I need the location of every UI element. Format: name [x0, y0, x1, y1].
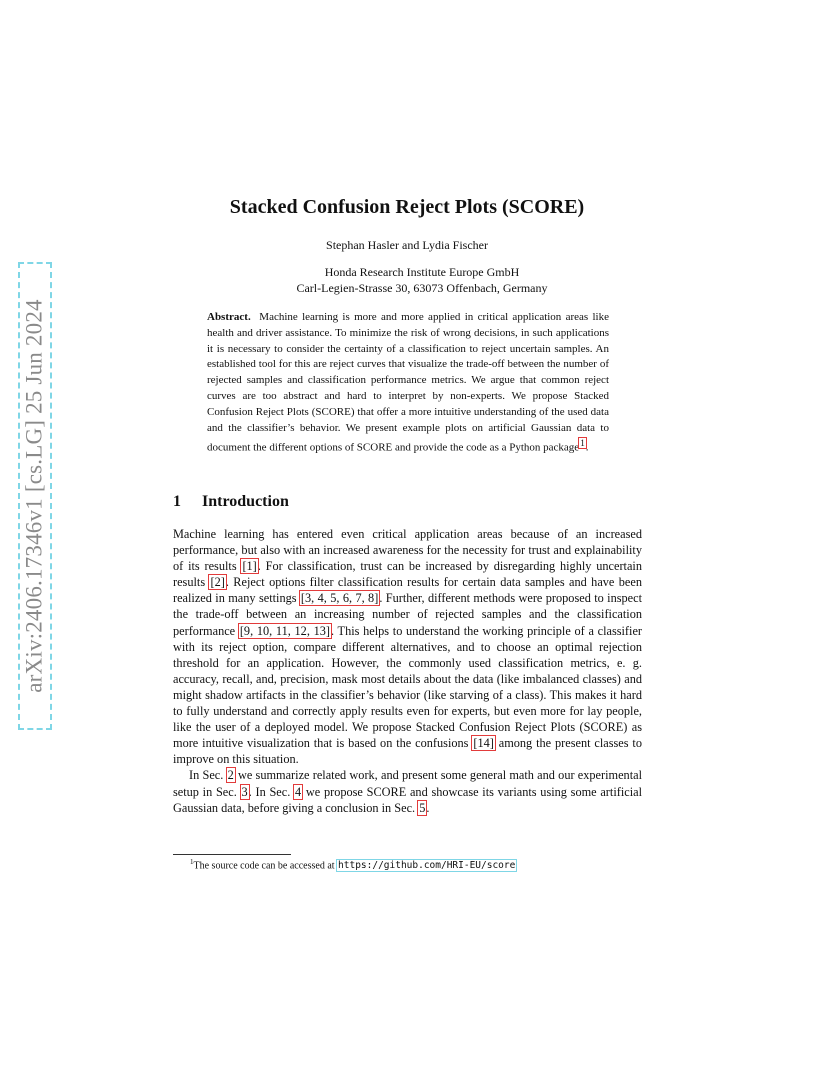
citation-link[interactable]: [2]: [210, 575, 225, 590]
section-ref-link[interactable]: 3: [241, 784, 248, 799]
paragraph-2: In Sec. 2 we summarize related work, and present some general math and our experimental setup in Sec. 3. In Sec. 4 we propose SCORE and showcase its variants using some artificial Gaussian data, before giving a conclusion in Sec. 5.: [173, 768, 642, 815]
section-ref-link[interactable]: 5: [419, 800, 426, 815]
paper-authors: Stephan Hasler and Lydia Fischer: [326, 238, 488, 252]
abstract-label: Abstract: [207, 311, 248, 323]
citation-link[interactable]: [14]: [473, 736, 494, 751]
footnote-text: The source code can be accessed at: [193, 860, 338, 872]
paper-title: Stacked Confusion Reject Plots (SCORE): [229, 196, 585, 218]
affiliation: [0, 264, 828, 296]
section-heading: [173, 493, 289, 511]
citation-link[interactable]: [1]: [242, 559, 257, 574]
footnote-rule: [173, 854, 291, 855]
abstract-text: Machine learning is more and more applied in critical application areas like health and driver assistance. To minimize the risk of wrong decisions, in such applications it is necessary to consider the certainty of a classification to reject uncertain samples. An established tool for this are reject curves that visualize the trade-off between the number of rejected samples and classification performance metrics. We argue that common reject curves are too abstract and hard to interpret by non-experts. We propose Stacked Confusion Reject Plots (SCORE) that offer a more intuitive understanding of the used data and the classifier’s behavior. We present example plots on artificial Gaussian data to document the different options of SCORE and provide the code as a Python package: [207, 311, 609, 455]
abstract: Abstract. Machine learning is more and more applied in critical application areas like health and driver assistance. To minimize the risk of wrong decisions, in such applications it is necessary to consider the certainty of a classification to reject uncertain samples. An established tool for this are reject curves that visualize the trade-off between the number of rejected samples and classification performance metrics. We argue that common reject curves are too abstract and hard to interpret by non-experts. We propose Stacked Confusion Reject Plots (SCORE) that offer a more intuitive understanding of the used data and the classifier’s behavior. We present example plots on artificial Gaussian data to document the different options of SCORE and provide the code as a Python package$^1$.: [207, 311, 609, 455]
paragraph-1: Machine learning has entered even critical application areas because of an increased performance, but also with an increased awareness for the necessity for trust and explainability of its results [1]. For classification, trust can be increased by disregarding highly uncertain results [2]. Reject options filter classification results for certain data samples and have been realized in many settings [3, 4, 5, 6, 7, 8]. Further, different methods were proposed to inspect the trade-off between an increasing number of rejected samples and the classification performance [9, 10, 11, 12, 13]. This helps to understand the working principle of a classifier with its reject option, compare different alternatives, and to choose an optimal rejection threshold for an application. However, the commonly used classification metrics, e. g. accuracy, recall, and, precision, mask most details about the data (like imbalanced classes) and might shadow artifacts in the classifier’s behavior (like starving of a class). This makes it hard to fully understand and correctly apply results even for experts, but even more for lay people, like the user of a deployed model. We propose Stacked Confusion Reject Plots (SCORE) as more intuitive visualization that is based on the confusions [14] among the present classes to improve on this situation.: [173, 527, 643, 767]
section-ref-link[interactable]: 4: [295, 784, 302, 799]
footnote: [190, 858, 516, 871]
institution-name: Honda Research Institute Europe GmbH: [324, 265, 520, 279]
section-number: 1: [173, 493, 181, 510]
footnote-mark: 1: [190, 858, 194, 866]
section-ref-link[interactable]: 2: [227, 768, 234, 783]
repository-url-link[interactable]: https://github.com/HRI-EU/score: [338, 860, 516, 872]
institution-address: Carl-Legien-Strasse 30, 63073 Offenbach, Germany: [296, 281, 548, 295]
footnote-mark-link[interactable]: 1: [580, 438, 585, 449]
section-title: Introduction: [202, 493, 289, 510]
arxiv-identifier-link[interactable]: [18, 262, 52, 730]
body-text: [173, 526, 642, 816]
citation-link[interactable]: [9, 10, 11, 12, 13]: [239, 623, 330, 638]
citation-link[interactable]: [3, 4, 5, 6, 7, 8]: [300, 591, 379, 606]
arxiv-identifier: arXiv:2406.17346v1 [cs.LG] 25 Jun 2024: [22, 299, 48, 693]
